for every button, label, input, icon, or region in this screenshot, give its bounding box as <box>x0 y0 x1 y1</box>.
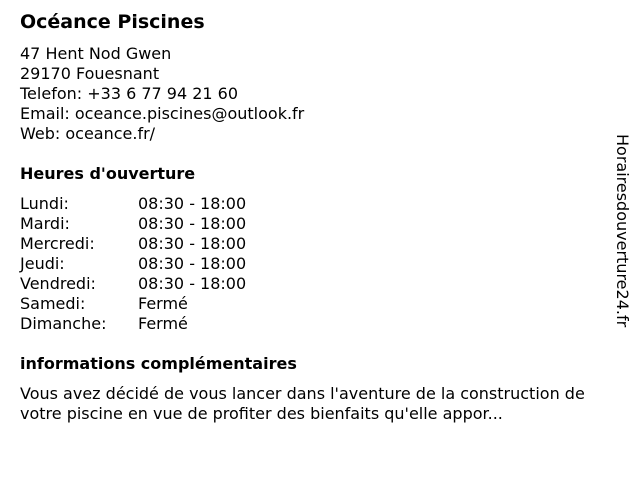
email-line: Email: oceance.piscines@outlook.fr <box>20 104 305 123</box>
opening-hours-heading: Heures d'ouverture <box>20 164 196 183</box>
day-hours: Fermé <box>138 314 188 333</box>
contact-block <box>20 44 304 144</box>
day-label: Mardi: <box>20 214 70 233</box>
site-watermark: Horairesdouverture24.fr <box>613 134 632 328</box>
day-hours: 08:30 - 18:00 <box>138 214 247 233</box>
additional-info-text: Vous avez décidé de vous lancer dans l'aventure de la construction de votre piscine en vue de profiter des bienfaits qu'elle appor... <box>20 384 585 423</box>
additional-info-heading: informations complémentaires <box>20 354 297 373</box>
address-street: 47 Hent Nod Gwen <box>20 44 172 63</box>
day-hours: 08:30 - 18:00 <box>138 254 247 273</box>
address-city: 29170 Fouesnant <box>20 64 160 83</box>
day-label: Lundi: <box>20 194 69 213</box>
phone-line: Telefon: +33 6 77 94 21 60 <box>20 84 239 103</box>
day-hours: 08:30 - 18:00 <box>138 194 247 213</box>
day-label: Jeudi: <box>20 254 65 273</box>
day-label: Samedi: <box>20 294 86 313</box>
business-name: Océance Piscines <box>20 11 205 33</box>
day-label: Mercredi: <box>20 234 95 253</box>
web-line: Web: oceance.fr/ <box>20 124 156 143</box>
day-hours: Fermé <box>138 294 188 313</box>
day-label: Dimanche: <box>20 314 107 333</box>
day-hours: 08:30 - 18:00 <box>138 234 247 253</box>
day-hours: 08:30 - 18:00 <box>138 274 247 293</box>
day-label: Vendredi: <box>20 274 96 293</box>
